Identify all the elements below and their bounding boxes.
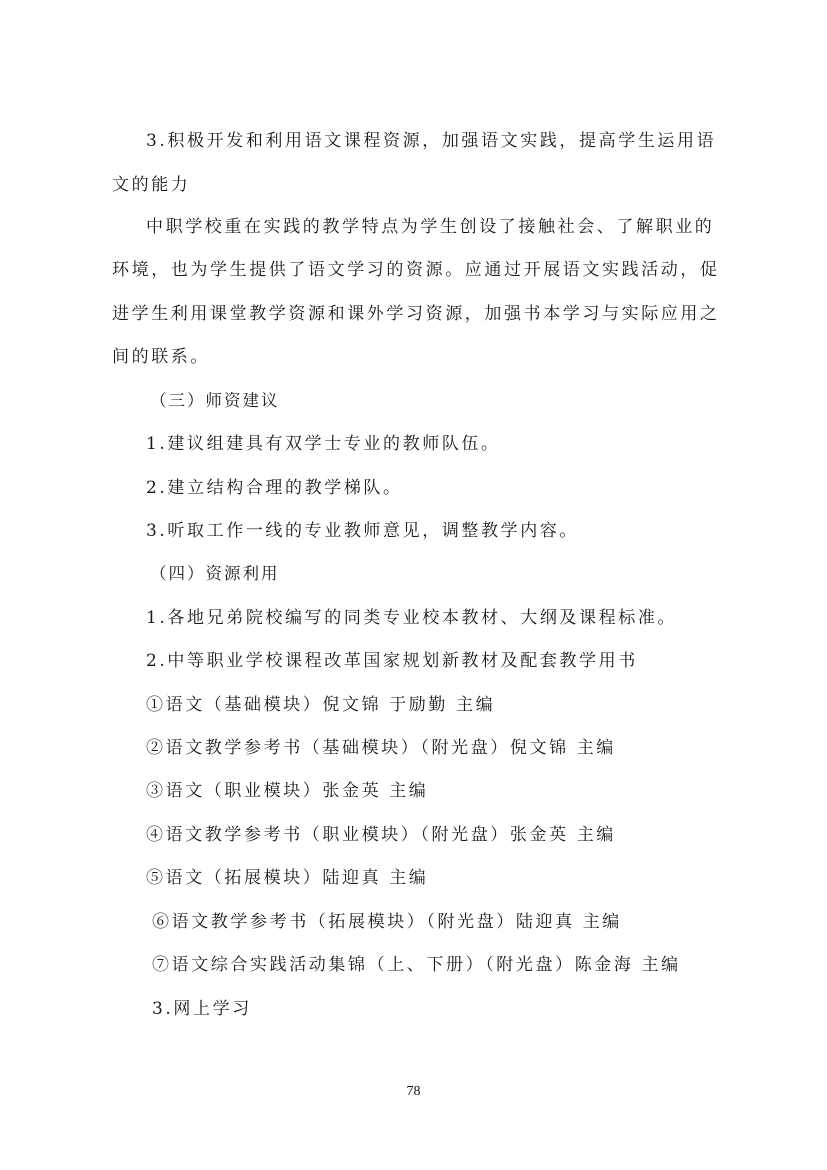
book-item: ⑤语文（拓展模块）陆迎真 主编 [146, 868, 429, 888]
paragraph-line: 环境，也为学生提供了语文学习的资源。应通过开展语文实践活动，促 [112, 260, 720, 280]
paragraph-line: 间的联系。 [112, 347, 210, 367]
list-item: 2.建立结构合理的教学梯队。 [146, 478, 403, 498]
book-item: ④语文教学参考书（职业模块）（附光盘）张金英 主编 [146, 825, 616, 845]
paragraph-line: 中职学校重在实践的教学特点为学生创设了接触社会、了解职业的 [146, 217, 715, 237]
list-item: 1.各地兄弟院校编写的同类专业校本教材、大纲及课程标准。 [146, 608, 678, 628]
list-item: 2.中等职业学校课程改革国家规划新教材及配套教学用书 [146, 651, 638, 671]
list-item: 3.听取工作一线的专业教师意见，调整教学内容。 [146, 521, 580, 541]
online-learning-item: 3.网上学习 [152, 999, 252, 1019]
book-item: ③语文（职业模块）张金英 主编 [146, 781, 429, 801]
book-item: ⑥语文教学参考书（拓展模块）（附光盘）陆迎真 主编 [152, 912, 622, 932]
book-item: ⑦语文综合实践活动集锦（上、下册）（附光盘）陈金海 主编 [152, 955, 681, 975]
resources-heading: （四）资源利用 [150, 564, 280, 583]
section-title-line-1: 3.积极开发和利用语文课程资源，加强语文实践，提高学生运用语 [146, 131, 717, 151]
list-item: 1.建议组建具有双学士专业的教师队伍。 [146, 434, 501, 454]
teachers-heading: （三）师资建议 [150, 391, 280, 410]
section-title-line-2: 文的能力 [112, 175, 191, 195]
page-number: 78 [406, 1084, 421, 1099]
paragraph-line: 进学生利用课堂教学资源和课外学习资源，加强书本学习与实际应用之 [112, 304, 720, 324]
book-item: ②语文教学参考书（基础模块）（附光盘）倪文锦 主编 [146, 738, 616, 758]
book-item: ①语文（基础模块）倪文锦 于励勤 主编 [146, 695, 496, 715]
